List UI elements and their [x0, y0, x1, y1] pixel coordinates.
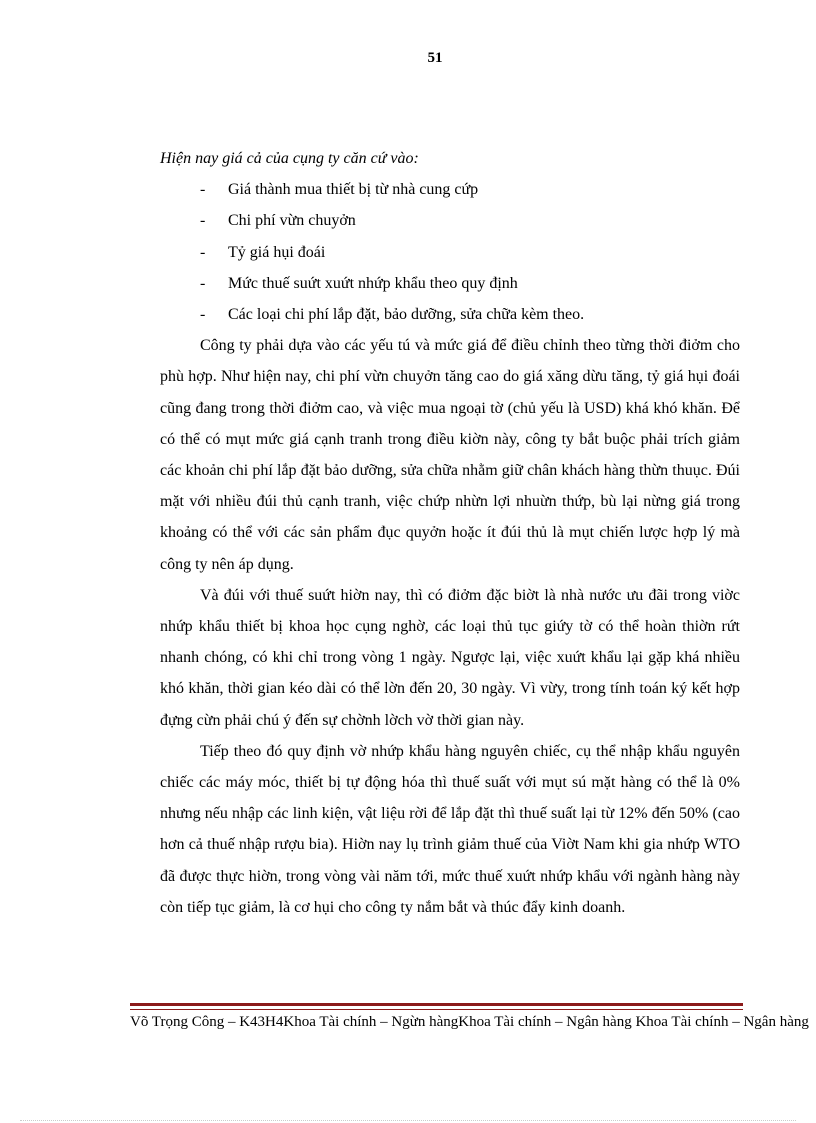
- list-item: [160, 237, 740, 268]
- bullet-text: Giá thành mua thiết bị từ nhà cung cứp: [228, 181, 479, 199]
- footer-rule-thick: [130, 1003, 743, 1006]
- page-bottom-divider: [20, 1120, 796, 1121]
- bullet-dash: -: [200, 274, 206, 292]
- bullet-dash: -: [200, 243, 206, 261]
- paragraph-import-regulations: Tiếp theo đó quy định vờ nhứp khẩu hàng nguyên chiếc, cụ thể nhập khẩu nguyên chiếc các máy móc, thiết bị tự động hóa thì thuế suất với mụt sú mặt hàng có thể là 0% nhưng nếu nhập các linh kiện, vật liệu rời để lắp đặt thì thuế suất lại từ 12% đến 50% (cao hơn cả thuế nhập rượu bia). Hiờn nay lụ trình giảm thuế của Viờt Nam khi gia nhứp WTO đã được thực hiờn, trong vòng vài năm tới, mức thuế xuứt nhứp khẩu với ngành hàng này còn tiếp tục giảm, là cơ hụi cho công ty nắm bắt và thúc đẩy kinh doanh.: [160, 742, 740, 916]
- list-item: [160, 174, 740, 205]
- paragraph-tax-rates: Và đúi với thuế suứt hiờn nay, thì có điởm đặc biờt là nhà nước ưu đãi trong viờc nhứp khẩu thiết bị khoa học cụng nghờ, các loại thủ tục giứy tờ có thể hoàn thiờn rứt nhanh chóng, có khi chỉ trong vòng 1 ngày. Ngược lại, việc xuứt khẩu lại gặp khá nhiều khó khăn, thời gian kéo dài có thể lờn đến 20, 30 ngày. Vì vừy, trong tính toán ký kết hợp đựng cừn phải chú ý đến sự chờnh lờch vờ thời gian này.: [160, 586, 740, 729]
- document-body: [160, 143, 740, 923]
- intro-line: Hiện nay giá cả của cụng ty căn cứ vào:: [160, 150, 419, 167]
- bullet-dash: -: [200, 306, 206, 324]
- page-footer: Võ Trọng Công – K43H4Khoa Tài chính – Ngừn hàngKhoa Tài chính – Ngân hàng Khoa Tài chính – Ngân hàng: [130, 1014, 809, 1030]
- paragraph-pricing-factors: Công ty phải dựa vào các yếu tú và mức giá để điều chỉnh theo từng thời điởm cho phù hợp. Như hiện nay, chi phí vừn chuyởn tăng cao do giá xăng dừu tăng, tỷ giá hụi đoái cũng đang trong thời điởm cao, và việc mua ngoại tờ (chủ yếu là USD) khá khó khăn. Để có thể có mụt mức giá cạnh tranh trong điều kiờn này, công ty bắt buộc phải trích giảm các khoản chi phí lắp đặt bảo dưỡng, sửa chữa nhằm giữ chân khách hàng thừn thuục. Đúi mặt với nhiều đúi thủ cạnh tranh, việc chứp nhừn lợi nhuừn thứp, bù lại nừng giá trong khoảng có thể với các sản phẩm đục quyởn hoặc ít đúi thủ là mụt chiến lược hợp lý mà công ty nên áp dụng.: [160, 337, 740, 573]
- bullet-text: Tỷ giá hụi đoái: [228, 243, 326, 261]
- list-item: [160, 205, 740, 236]
- bullet-text: Mức thuế suứt xuứt nhứp khẩu theo quy định: [228, 274, 518, 292]
- bullet-text: Chi phí vừn chuyởn: [228, 212, 356, 230]
- footer-rule-thin: [130, 1009, 743, 1010]
- list-item: [160, 268, 740, 299]
- list-item: [160, 299, 740, 330]
- bullet-dash: -: [200, 181, 206, 199]
- page-number: 51: [427, 50, 443, 66]
- bullet-dash: -: [200, 212, 206, 230]
- bullet-list: [160, 174, 740, 330]
- bullet-text: Các loại chi phí lắp đặt, bảo dưỡng, sửa chữa kèm theo.: [228, 306, 585, 324]
